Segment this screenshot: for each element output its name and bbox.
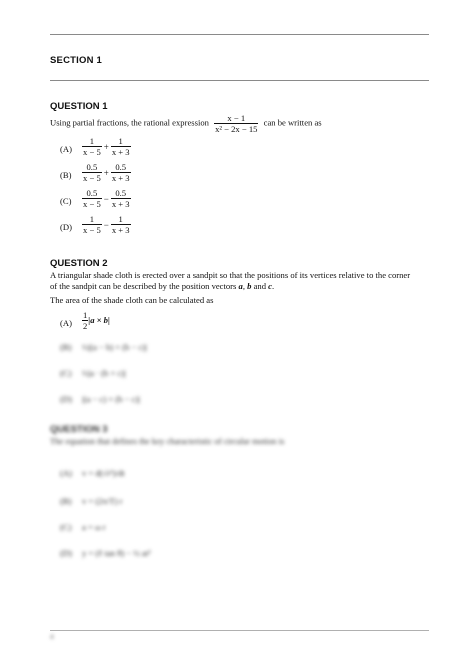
term-2-numerator: 0.5	[115, 188, 127, 198]
option-label: (D)	[60, 394, 72, 404]
operator: −	[103, 219, 109, 230]
footer-rule	[50, 630, 429, 631]
option-expression: |(a − c) × (b − c)|	[82, 394, 141, 404]
stem-line-2	[50, 281, 434, 292]
period: .	[271, 281, 275, 291]
term-2-denominator: x + 3	[111, 147, 130, 157]
option-label: (B)	[60, 342, 72, 352]
question-2-title: QUESTION 2	[50, 258, 108, 269]
cross-product-expression: |a × b|	[88, 315, 110, 326]
operator: +	[103, 167, 109, 178]
page-number: 4	[50, 633, 54, 641]
option-expression	[82, 162, 131, 183]
term-1-denominator: x − 5	[83, 199, 101, 209]
question-2-stem	[50, 270, 434, 306]
term-1-numerator: 0.5	[86, 162, 98, 172]
operator: +	[103, 141, 109, 152]
question-1-stem	[50, 113, 434, 134]
vector-c: c	[268, 281, 272, 291]
question-3-stem: The equation that defines the key characteristic of circular motion is	[50, 436, 285, 446]
term-1-denominator: x − 5	[83, 173, 101, 183]
fraction-denominator: 2	[83, 321, 88, 331]
term-1-numerator: 1	[89, 214, 95, 224]
vector-a: a	[238, 281, 243, 291]
stem-line-2-text: of the sandpit can be described by the position vectors	[50, 281, 239, 291]
term-2-numerator: 1	[118, 214, 123, 224]
option-expression	[82, 214, 131, 235]
option-expression: ½|a · (b × c)|	[82, 368, 126, 378]
option-label: (C)	[60, 522, 72, 532]
section-rule	[50, 80, 429, 81]
option-expression	[82, 310, 110, 331]
term-2-numerator: 0.5	[115, 162, 127, 172]
term-1-numerator: 0.5	[86, 188, 98, 198]
option-expression: y = (ℓ tan θ) − ½ at²	[82, 548, 151, 558]
top-rule	[50, 34, 429, 35]
stem-line-3: The area of the shade cloth can be calculated as	[50, 295, 214, 305]
expression-denominator: x² − 2x − 15	[215, 124, 258, 134]
and-word: and	[251, 281, 269, 291]
term-2-numerator: 1	[118, 136, 123, 146]
option-expression: v = d(√r²)/dt	[82, 468, 125, 478]
term-1-denominator: x − 5	[83, 225, 101, 235]
option-label: (D)	[60, 548, 72, 558]
stem-text-before: Using partial fractions, the rational expression	[50, 117, 209, 128]
option-label: (A)	[60, 318, 72, 328]
option-expression: ½|(a − b) × (b − c)|	[82, 342, 147, 352]
option-label: (A)	[60, 468, 72, 478]
question-3-title: QUESTION 3	[50, 424, 108, 435]
option-label: (A)	[60, 144, 72, 154]
expression-numerator: x − 1	[227, 113, 246, 123]
term-2-denominator: x + 3	[111, 225, 130, 235]
option-label: (B)	[60, 170, 72, 180]
rational-expression	[214, 113, 258, 134]
option-label: (D)	[60, 222, 72, 232]
stem-text-after: can be written as	[263, 117, 322, 128]
option-expression	[82, 136, 131, 157]
option-label: (C)	[60, 368, 72, 378]
option-expression: a = ω r	[82, 522, 106, 532]
option-label: (C)	[60, 196, 72, 206]
separator: ,	[242, 281, 248, 291]
term-1-denominator: x − 5	[83, 147, 101, 157]
operator: −	[103, 193, 109, 204]
option-expression	[82, 188, 131, 209]
option-expression: v = (2π/T) r	[82, 496, 123, 506]
fraction-numerator: 1	[83, 310, 88, 320]
stem-line-1: A triangular shade cloth is erected over a sandpit so that the positions of its vertices relative to the corner	[50, 270, 411, 280]
vector-b: b	[247, 281, 252, 291]
term-2-denominator: x + 3	[111, 199, 130, 209]
term-1-numerator: 1	[89, 136, 95, 146]
option-label: (B)	[60, 496, 72, 506]
section-title: SECTION 1	[50, 55, 102, 66]
question-1-title: QUESTION 1	[50, 101, 108, 112]
term-2-denominator: x + 3	[111, 173, 130, 183]
